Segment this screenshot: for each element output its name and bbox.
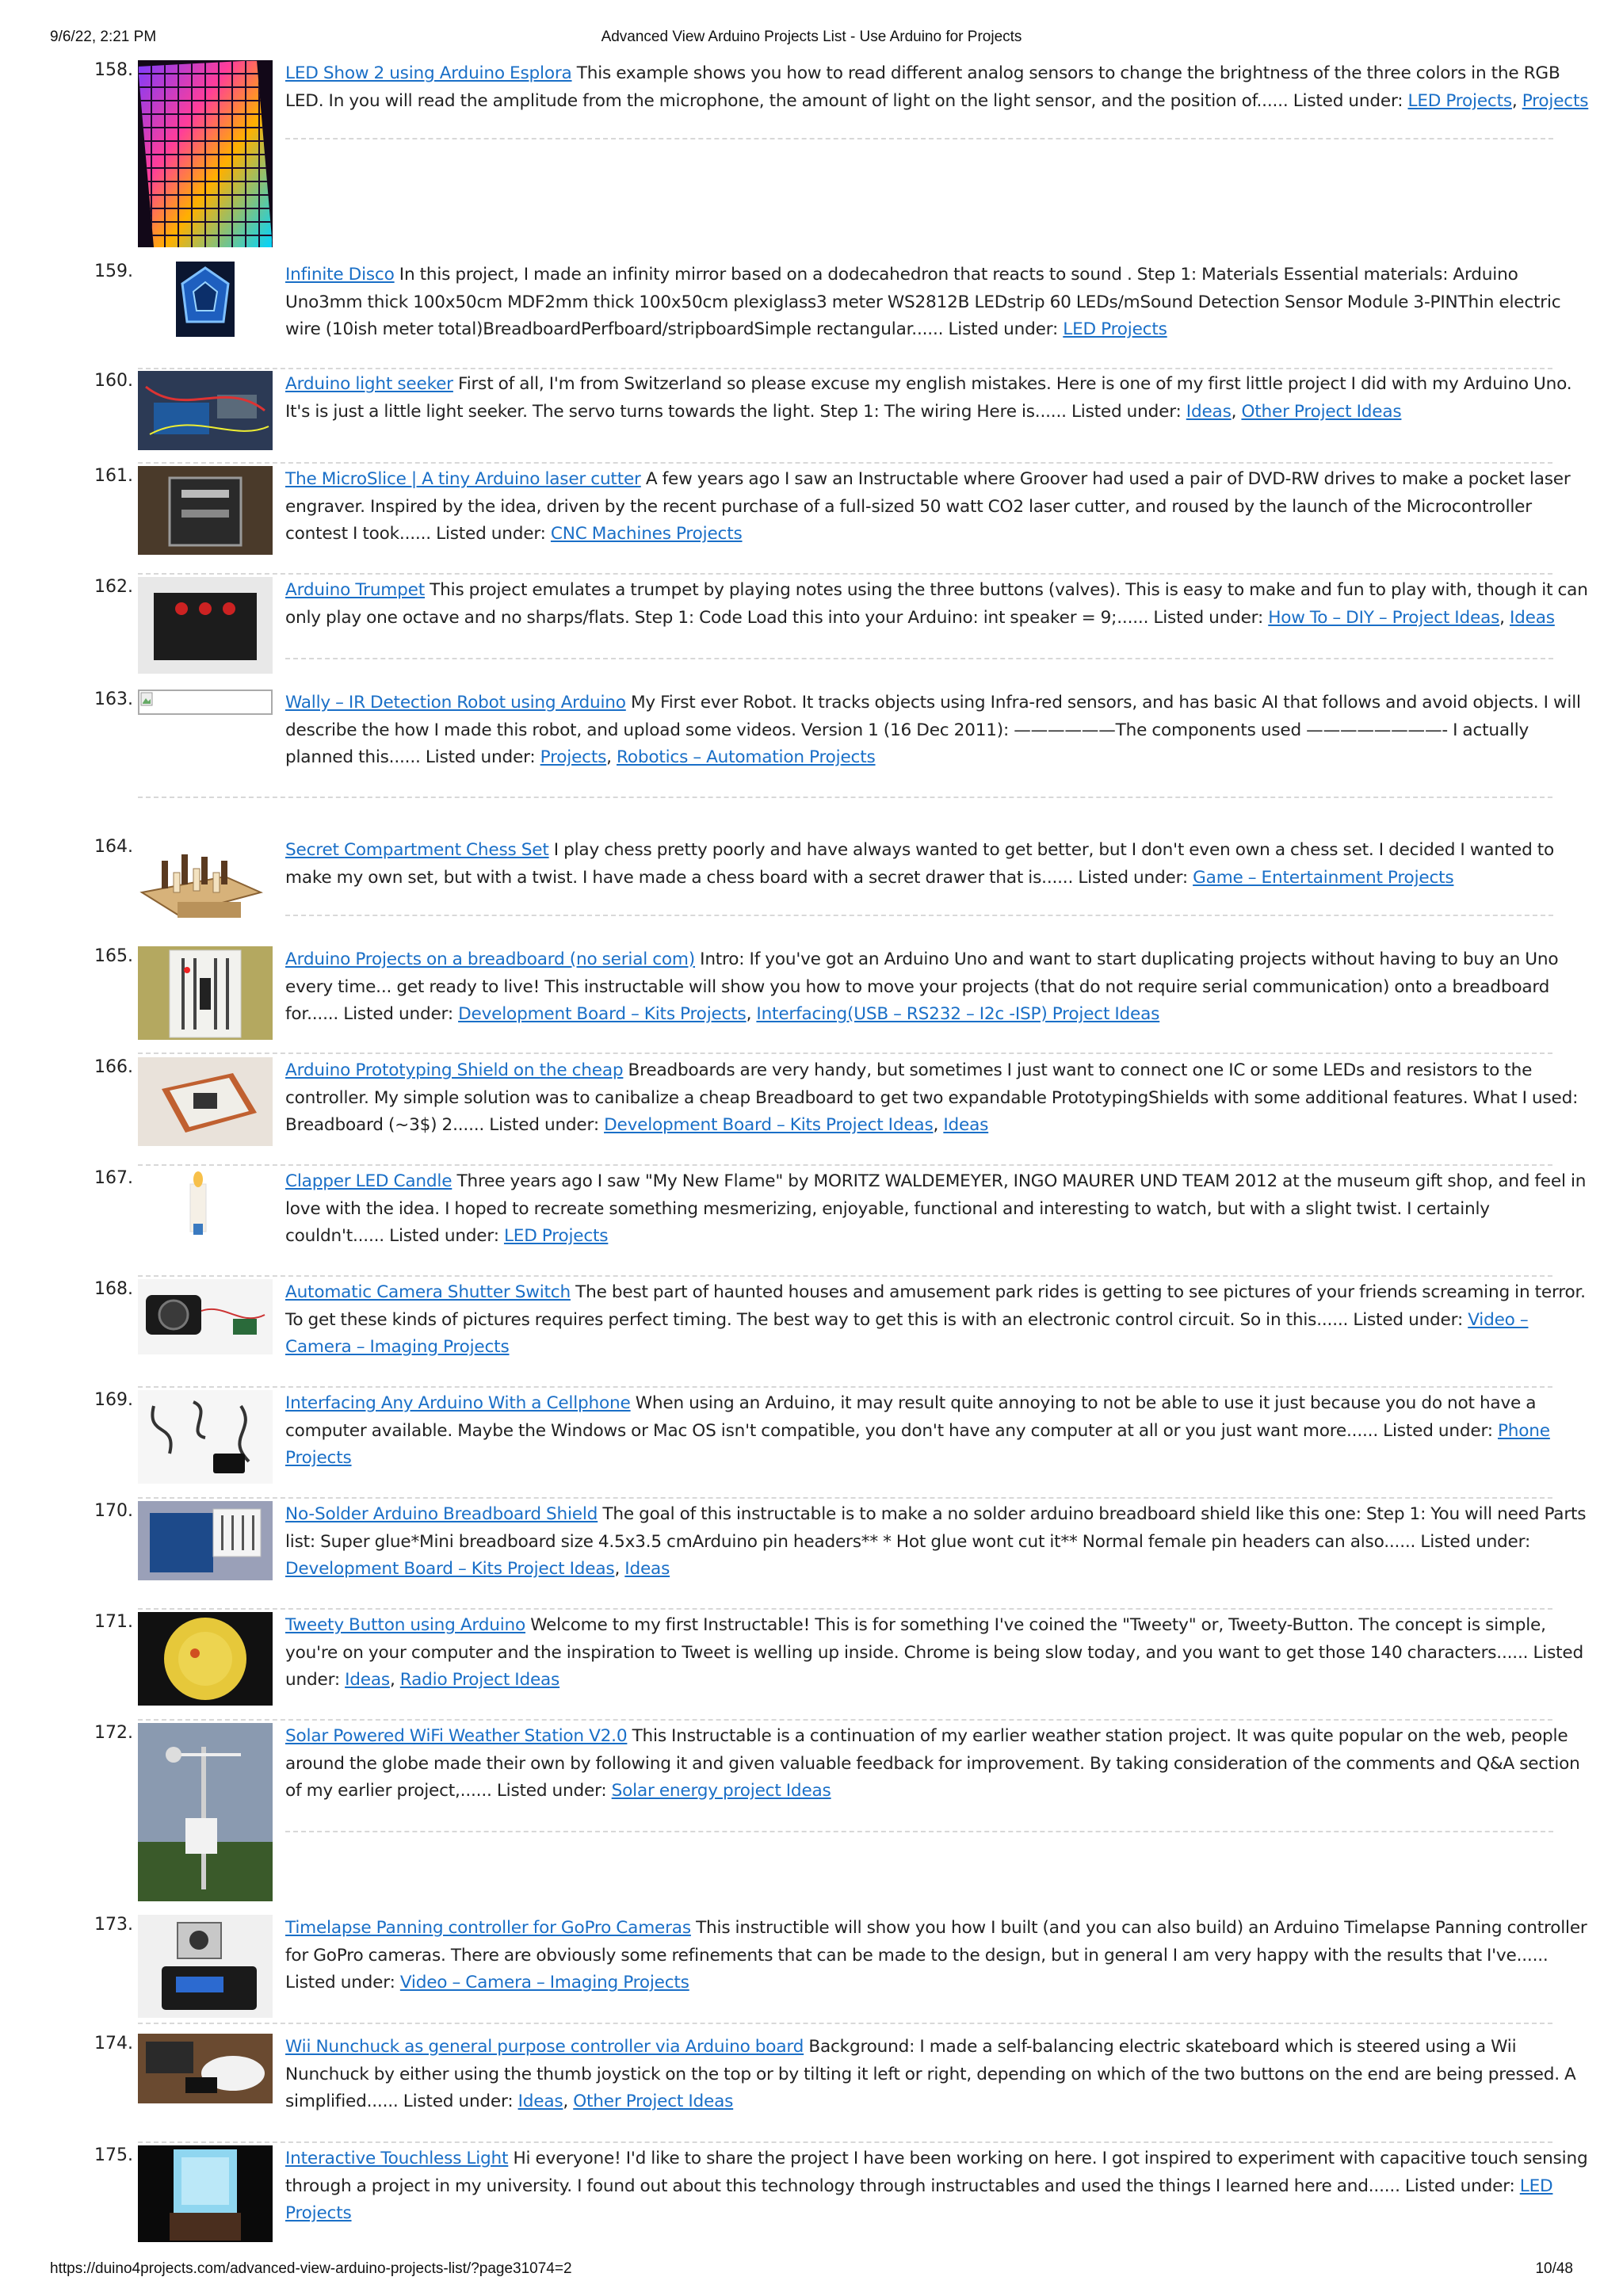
category-link[interactable]: How To – DIY – Project Ideas <box>1268 607 1500 628</box>
project-summary: This project emulates a trumpet by playing notes using the three buttons (valves). This is easy to make and fun to play with, though it can only play one octave and no sharps/flats. Step 1: Code Load this into your Arduino: int speaker = 9;...... <box>285 580 1588 628</box>
project-summary: Background: I made a self-balancing electric skateboard which is steered using a Wii Nunchuck by either using the thumb joystick on the top or by tilting it left or right, depending on which of the two buttons on the end are being pressed. A simplified...... <box>285 2037 1576 2111</box>
led-matrix-photo-icon[interactable] <box>138 60 273 247</box>
item-divider <box>138 573 1552 575</box>
listed-under-label: Listed under: <box>1383 1420 1493 1441</box>
project-item <box>0 262 1623 365</box>
project-summary: My First ever Robot. It tracks objects using Infra-red sensors, and has basic AI that follows and avoid objects. I will describe the how I made this robot, and upload some videos. Version 1 (16 Dec 2011): ——————The components used ————————- I actually planned this...... <box>285 693 1581 767</box>
breadboard-photo-icon[interactable] <box>138 946 273 1040</box>
category-link[interactable]: LED Projects <box>285 2176 1553 2223</box>
project-description: Arduino Prototyping Shield on the cheap Breadboards are very handy, but sometimes I just want to connect one IC or some LEDs and resistors to the controller. My simple solution was to canibalize a cheap Breadboard to get two expandable PrototypingShields with some additional features. What I used: Breadboard (~3$) 2...... Listed under: Development Board – Kits Project Ideas, Ideas <box>285 1060 1579 1135</box>
project-number: 172. <box>94 1723 133 1743</box>
item-divider <box>138 1052 1552 1054</box>
shield-photo-icon[interactable] <box>138 1057 273 1146</box>
print-footer <box>0 2260 1623 2284</box>
item-divider <box>138 1386 1552 1388</box>
project-title-link[interactable]: No-Solder Arduino Breadboard Shield <box>285 1504 598 1524</box>
project-summary: This Instructable is a continuation of my earlier weather station project. It was quite popular on the web, people around the globe made their own by following it and given valuable feedback for improvement. By taking consideration of the comments and Q&A section of my earlier project,...... <box>285 1726 1580 1801</box>
nunchuck-photo-icon[interactable] <box>138 2034 273 2103</box>
project-title-link[interactable]: Timelapse Panning controller for GoPro Cameras <box>285 1918 691 1938</box>
category-link[interactable]: Game – Entertainment Projects <box>1193 867 1454 888</box>
project-description: No-Solder Arduino Breadboard Shield The goal of this instructable is to make a no solder arduino breadboard shield like this one: Step 1: You will need Parts list: Super glue*Mini breadboard size 4.5x3.5 cmArduino pin headers** * Hot glue wont cut it** Normal female pin headers can also...... Listed under: Development Board – Kits Project Ideas, Ideas <box>285 1504 1587 1579</box>
broken-image-icon[interactable] <box>138 690 273 715</box>
item-divider <box>138 2141 1552 2143</box>
project-title-link[interactable]: Infinite Disco <box>285 265 395 285</box>
category-link[interactable]: Other Project Ideas <box>573 2092 734 2111</box>
glowing-cube-photo-icon[interactable] <box>138 2145 273 2242</box>
project-title-link[interactable]: LED Show 2 using Arduino Esplora <box>285 63 572 83</box>
project-item <box>0 1057 1623 1160</box>
item-divider <box>285 1831 1553 1832</box>
project-title-link[interactable]: Arduino Projects on a breadboard (no serial com) <box>285 949 695 969</box>
mini-breadboard-photo-icon[interactable] <box>138 1501 273 1580</box>
listed-under-label: Listed under: <box>389 1226 499 1246</box>
category-link[interactable]: Projects <box>1522 90 1589 111</box>
item-divider <box>138 1164 1552 1166</box>
project-description: Tweety Button using Arduino Welcome to my first Instructable! This is for something I've coined the "Tweety" or, Tweety-Button. The concept is simple, you're on your computer and the inspiration to Tweet is welling up inside. Chrome is being slow today, and you want to get those 140 characters...... Listed under: Ideas, Radio Project Ideas <box>285 1615 1584 1690</box>
project-number: 161. <box>94 466 133 486</box>
category-link[interactable]: Ideas <box>517 2092 563 2111</box>
project-description: Arduino Projects on a breadboard (no serial com) Intro: If you've got an Arduino Uno and want to start duplicating projects without having to buy an Uno every time... get ready to live! This instructable will show you how to move your projects (that do not require serial communication) onto a breadboard for...... Listed under: Development Board – Kits Projects, Interfacing(USB – RS232 – I2c -ISP) Project Ideas <box>285 949 1559 1024</box>
print-url: https://duino4projects.com/advanced-view-arduino-projects-list/?page31074=2 <box>50 2260 572 2277</box>
category-link[interactable]: LED Projects <box>1063 319 1167 339</box>
project-item <box>0 60 1623 250</box>
project-summary: The goal of this instructable is to make a no solder arduino breadboard shield like this one: Step 1: You will need Parts list: Super glue*Mini breadboard size 4.5x3.5 cmArduino pin headers** * Hot glue wont cut it** Normal female pin headers can also...... <box>285 1504 1587 1552</box>
project-title-link[interactable]: Solar Powered WiFi Weather Station V2.0 <box>285 1726 628 1746</box>
project-title-link[interactable]: Arduino Trumpet <box>285 580 425 600</box>
listed-under-label: Listed under: <box>948 319 1059 339</box>
project-number: 166. <box>94 1057 133 1077</box>
project-title-link[interactable]: Interactive Touchless Light <box>285 2149 509 2168</box>
item-divider <box>138 1719 1552 1721</box>
category-link[interactable]: Ideas <box>943 1115 989 1135</box>
item-divider <box>138 2023 1552 2024</box>
project-item <box>0 1168 1623 1271</box>
category-link[interactable]: Phone Projects <box>285 1420 1550 1468</box>
listed-under-label: Listed under: <box>1153 607 1264 628</box>
category-link[interactable]: Development Board – Kits Project Ideas <box>604 1115 934 1135</box>
listed-under-label: Listed under: <box>285 1973 395 1992</box>
listed-under-label: Listed under: <box>436 524 546 544</box>
category-link[interactable]: Ideas <box>1186 401 1232 422</box>
project-description <box>285 262 1589 344</box>
project-number: 175. <box>94 2145 133 2165</box>
project-item <box>0 1390 1623 1493</box>
project-description <box>285 466 1589 548</box>
project-description <box>285 2145 1589 2228</box>
project-number: 163. <box>94 690 133 709</box>
project-title-link[interactable]: Tweety Button using Arduino <box>285 1615 526 1635</box>
page-counter: 10/48 <box>1535 2260 1573 2277</box>
project-summary: When using an Arduino, it may result quite annoying to not be able to use it just because you do not have a computer available. Maybe the Windows or Mac OS isn't compatible, you don't have any computer at all or you just want more...... <box>285 1393 1537 1441</box>
print-header <box>0 29 1623 52</box>
listed-under-label: Listed under: <box>343 1004 453 1024</box>
category-link[interactable]: Video – Camera – Imaging Projects <box>285 1309 1529 1357</box>
project-summary: First of all, I'm from Switzerland so please excuse my english mistakes. Here is one of my first little project I did with my Arduino Uno. It's is just a little light seeker. The servo turns towards the light. Step 1: The wiring Here is...... <box>285 374 1572 422</box>
category-link[interactable]: Radio Project Ideas <box>399 1670 560 1690</box>
project-description <box>285 1279 1589 1362</box>
listed-under-label: Listed under: <box>489 1115 599 1135</box>
category-link[interactable]: Ideas <box>1509 607 1555 628</box>
candle-photo-icon[interactable] <box>182 1168 214 1238</box>
project-item <box>0 690 1623 832</box>
category-link[interactable]: Ideas <box>345 1670 390 1690</box>
project-description <box>285 1168 1589 1251</box>
project-item <box>0 1501 1623 1604</box>
gopro-controller-photo-icon[interactable] <box>138 1915 273 2018</box>
chess-set-photo-icon[interactable] <box>138 837 265 924</box>
project-summary: Welcome to my first Instructable! This is for something I've coined the "Tweety" or, Tweety-Button. The concept is simple, you're on your computer and the inspiration to Tweet is welling up inside. Chrome is being slow today, and you want to get those 140 characters...... <box>285 1615 1546 1663</box>
wiring-photo-icon[interactable] <box>138 371 273 450</box>
project-summary: The best part of haunted houses and amusement park rides is getting to see pictures of your friends screaming in terror. To get these kinds of pictures requires perfect timing. The best way to get this is with an electronic control circuit. So in this...... <box>285 1282 1586 1330</box>
item-divider <box>285 138 1553 139</box>
project-number: 164. <box>94 837 133 857</box>
camera-photo-icon[interactable] <box>138 1279 273 1354</box>
listed-under-label: Listed under: <box>1404 2176 1515 2196</box>
category-link[interactable]: Solar energy project Ideas <box>611 1781 831 1801</box>
category-link[interactable]: Projects <box>540 747 607 767</box>
category-link[interactable]: Interfacing(USB – RS232 – I2c -ISP) Project Ideas <box>756 1004 1160 1024</box>
project-number: 160. <box>94 371 133 391</box>
project-description: Arduino Trumpet This project emulates a trumpet by playing notes using the three buttons (valves). This is easy to make and fun to play with, though it can only play one octave and no sharps/flats. Step 1: Code Load this into your Arduino: int speaker = 9;...... Listed under: How To – DIY – Project Ideas, Ideas <box>285 580 1588 628</box>
item-divider <box>138 1497 1552 1499</box>
project-number: 158. <box>94 60 133 80</box>
project-item <box>0 466 1623 569</box>
listed-under-label: Listed under: <box>285 1642 1584 1690</box>
dodecahedron-photo-icon[interactable] <box>176 262 235 337</box>
item-divider <box>138 797 1552 798</box>
category-link[interactable]: Development Board – Kits Project Ideas <box>285 1559 615 1579</box>
project-item <box>0 577 1623 680</box>
project-number: 162. <box>94 577 133 597</box>
listed-under-label: Listed under: <box>403 2092 514 2111</box>
project-summary: Breadboards are very handy, but sometimes I just want to connect one IC or some LEDs and resistors to the controller. My simple solution was to canibalize a cheap Breadboard to get two expandable PrototypingShields with some additional features. What I used: Breadboard (~3$) 2...... <box>285 1060 1579 1135</box>
project-item <box>0 1723 1623 1913</box>
listed-under-label: Listed under: <box>1078 867 1188 888</box>
item-divider <box>138 1608 1552 1610</box>
project-number: 169. <box>94 1390 133 1410</box>
listed-under-label: Listed under: <box>1293 90 1403 111</box>
project-number: 165. <box>94 946 133 966</box>
project-item <box>0 371 1623 464</box>
project-item <box>0 1279 1623 1382</box>
project-description <box>285 1915 1589 1997</box>
project-description <box>285 837 1589 892</box>
project-description <box>285 1390 1589 1473</box>
listed-under-label: Listed under: <box>1071 401 1182 422</box>
project-summary: I play chess pretty poorly and have always wanted to get better, but I don't even own a chess set. I decided I wanted to make my own set, but with a twist. I have made a chess board with a secret drawer that is...... <box>285 840 1555 888</box>
project-number: 168. <box>94 1279 133 1299</box>
weather-station-photo-icon[interactable] <box>138 1723 273 1901</box>
project-summary: A few years ago I saw an Instructable where Groover had used a pair of DVD-RW drives to make a pocket laser engraver. Inspired by the idea, driven by the recent purchase of a full-sized 50 watt CO2 laser cutter, and roused by the launch of the Microcontroller contest I took...... <box>285 469 1571 544</box>
project-description: Wally – IR Detection Robot using Arduino My First ever Robot. It tracks objects using Infra-red sensors, and has basic AI that follows and avoid objects. I will describe the how I made this robot, and upload some videos. Version 1 (16 Dec 2011): ——————The components used ————————- I actually planned this...... Listed under: Projects, Robotics – Automation Projects <box>285 693 1581 767</box>
project-item <box>0 2034 1623 2137</box>
category-link[interactable]: Video – Camera – Imaging Projects <box>399 1973 689 1992</box>
project-title-link[interactable]: Arduino light seeker <box>285 374 453 394</box>
project-title-link[interactable]: The MicroSlice | A tiny Arduino laser cutter <box>285 469 641 489</box>
category-link[interactable]: LED Projects <box>503 1226 609 1246</box>
category-link[interactable]: LED Projects <box>1407 90 1512 111</box>
category-link[interactable]: Ideas <box>624 1559 670 1579</box>
item-divider <box>285 915 1553 916</box>
print-title: Advanced View Arduino Projects List - Use Arduino for Projects <box>601 29 1022 45</box>
project-title-link[interactable]: Clapper LED Candle <box>285 1171 453 1191</box>
project-description: LED Show 2 using Arduino Esplora This example shows you how to read different analog sensors to change the brightness of the three colors in the RGB LED. In you will read the amplitude from the microphone, the amount of light on the light sensor, and the position of...... Listed under: LED Projects, Projects <box>285 63 1589 111</box>
project-number: 174. <box>94 2034 133 2053</box>
project-item <box>0 2145 1623 2248</box>
project-number: 159. <box>94 262 133 281</box>
project-number: 167. <box>94 1168 133 1188</box>
project-item <box>0 1915 1623 2018</box>
project-description: Wii Nunchuck as general purpose controller via Arduino board Background: I made a self-balancing electric skateboard which is steered using a Wii Nunchuck by either using the thumb joystick on the top or by tilting it left or right, depending on which of the two buttons on the end are being pressed. A simplified...... Listed under: Ideas, Other Project Ideas <box>285 2037 1576 2111</box>
project-title-link[interactable]: Arduino Prototyping Shield on the cheap <box>285 1060 624 1080</box>
project-description: Arduino light seeker First of all, I'm from Switzerland so please excuse my english mistakes. Here is one of my first little project I did with my Arduino Uno. It's is just a little light seeker. The servo turns towards the light. Step 1: The wiring Here is...... Listed under: Ideas, Other Project Ideas <box>285 374 1572 422</box>
listed-under-label: Listed under: <box>1420 1531 1531 1552</box>
listed-under-label: Listed under: <box>496 1781 607 1801</box>
category-link[interactable]: CNC Machines Projects <box>550 524 743 544</box>
listed-under-label: Listed under: <box>425 747 536 767</box>
project-summary: In this project, I made an infinity mirror based on a dodecahedron that reacts to sound . Step 1: Materials Essential materials: Arduino Uno3mm thick 100x50cm MDF2mm thick 100x50cm plexiglass3 meter WS2812B LEDstrip 60 LEDs/mSound Detection Sensor Module 3-PINThin electric wire (10ish meter total)BreadboardPerfboard/stripboardSimple rectangular...... <box>285 265 1561 339</box>
category-link[interactable]: Development Board – Kits Projects <box>458 1004 747 1024</box>
listed-under-label: Listed under: <box>1353 1309 1464 1330</box>
laser-cutter-photo-icon[interactable] <box>138 466 273 555</box>
tweety-button-photo-icon[interactable] <box>138 1612 273 1706</box>
project-summary: Intro: If you've got an Arduino Uno and want to start duplicating projects without having to buy an Uno every time... get ready to live! This instructable will show you how to move your projects (that do not require serial communication) onto a breadboard for...... <box>285 949 1559 1024</box>
cellphone-cable-photo-icon[interactable] <box>138 1390 273 1484</box>
trumpet-box-photo-icon[interactable] <box>138 577 273 674</box>
project-item <box>0 946 1623 1049</box>
project-item <box>0 837 1623 930</box>
item-divider <box>138 368 1552 369</box>
project-number: 171. <box>94 1612 133 1632</box>
item-divider <box>138 1275 1552 1277</box>
project-summary: Hi everyone! I'd like to share the project I have been working on here. I got inspired to experiment with capacitive touch sensing through a project in my university. I found out about this technology through instructables and used the things I learned here and...... <box>285 2149 1588 2196</box>
project-summary: This instructible will show you how I built (and you can also build) an Arduino Timelapse Panning controller for GoPro cameras. There are obviously some refinements that can be made to the design, but in general I am very happy with the results that I've...... <box>285 1918 1587 1966</box>
project-title-link[interactable]: Interfacing Any Arduino With a Cellphone <box>285 1393 631 1413</box>
project-number: 170. <box>94 1501 133 1521</box>
category-link[interactable]: Other Project Ideas <box>1241 401 1402 422</box>
print-date: 9/6/22, 2:21 PM <box>50 29 157 45</box>
project-number: 173. <box>94 1915 133 1935</box>
project-title-link[interactable]: Wally – IR Detection Robot using Arduino <box>285 693 626 712</box>
project-item <box>0 1612 1623 1715</box>
project-description <box>285 1723 1589 1805</box>
project-title-link[interactable]: Wii Nunchuck as general purpose controller via Arduino board <box>285 2037 804 2057</box>
project-summary: Three years ago I saw "My New Flame" by MORITZ WALDEMEYER, INGO MAURER UND TEAM 2012 at the museum gift shop, and feel in love with the idea. I hoped to recreate something mesmerizing, enjoyable, functional and interesting to watch, but with a slight twist. I certainly couldn't...... <box>285 1171 1587 1246</box>
item-divider <box>285 658 1553 659</box>
category-link[interactable]: Robotics – Automation Projects <box>617 747 876 767</box>
project-title-link[interactable]: Secret Compartment Chess Set <box>285 840 549 860</box>
project-title-link[interactable]: Automatic Camera Shutter Switch <box>285 1282 571 1302</box>
item-divider <box>138 462 1552 464</box>
project-summary: This example shows you how to read different analog sensors to change the brightness of the three colors in the RGB LED. In you will read the amplitude from the microphone, the amount of light on the light sensor, and the position of...... <box>285 63 1560 111</box>
